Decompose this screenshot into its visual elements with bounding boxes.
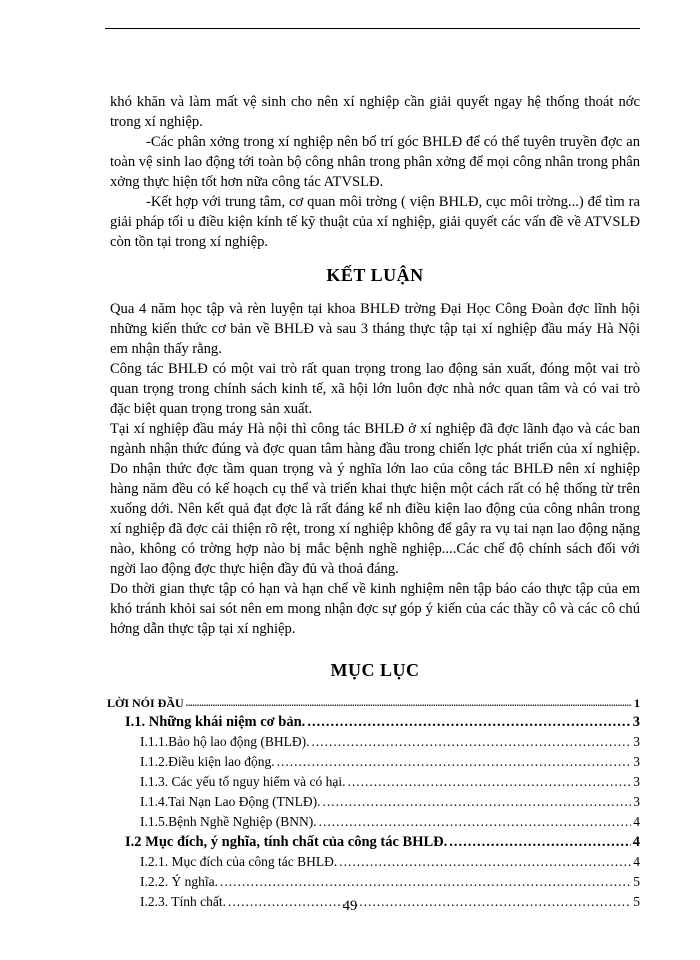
toc-entry-label: I.1.1.Bảo hộ lao động (BHLĐ). xyxy=(140,734,310,749)
paragraph-drainage: khó khăn và làm mất vệ sinh cho nên xí nghiệp cần giải quyết ngay hệ thống thoát nớc trong xí nghiệp. xyxy=(110,94,640,130)
table-of-contents xyxy=(107,694,640,912)
toc-leader-dots xyxy=(323,792,632,812)
toc-entry-label: I.1.2.Điều kiện lao động. xyxy=(140,754,275,769)
toc-entry-page: 3 xyxy=(633,774,640,789)
toc-leader-dots xyxy=(347,772,631,792)
toc-entry-page: 5 xyxy=(633,874,640,889)
toc-leader-dots xyxy=(307,712,630,732)
toc-entry-label: I.1.5.Bệnh Nghề Nghiệp (BNN). xyxy=(140,814,317,829)
toc-entry-page: 3 xyxy=(633,754,640,769)
toc-entry[interactable] xyxy=(107,792,640,812)
page-number: 49 xyxy=(342,898,358,914)
toc-leader-dots xyxy=(339,852,631,872)
toc-entry-page: 3 xyxy=(633,734,640,749)
toc-entry-label: I.2 Mục đích, ý nghĩa, tính chất của công tác BHLĐ. xyxy=(125,834,448,850)
toc-entry-label: I.1.3. Các yếu tố nguy hiểm và có hại. xyxy=(140,774,346,789)
toc-title: MỤC LỤC xyxy=(330,660,420,680)
toc-leader-dots xyxy=(277,752,632,772)
toc-entry-label: LỜI NÓI ĐẦU xyxy=(107,696,184,710)
toc-entry-label: I.2.3. Tính chất. xyxy=(140,894,226,909)
toc-entry[interactable] xyxy=(107,694,640,712)
conclusion-title: KẾT LUẬN xyxy=(326,265,424,285)
toc-entry-page: 4 xyxy=(633,854,640,869)
toc-entry-label: I.1.4.Tai Nạn Lao Động (TNLĐ). xyxy=(140,794,321,809)
toc-entry[interactable] xyxy=(107,752,640,772)
conclusion-paragraph-4: Do thời gian thực tập có hạn và hạn chế về kinh nghiệm nên tập báo cáo thực tập của em khó tránh khỏi sai sót nên em mong nhận đợc sự góp ý kiến của các thầy cô và các cô chú hớng dẫn thực tập tại xí nghiệp. xyxy=(110,581,640,637)
conclusion-paragraph-1: Qua 4 năm học tập và rèn luyện tại khoa BHLĐ trờng Đại Học Công Đoàn đợc lĩnh hội những kiến thức cơ bản về BHLĐ và sau 3 tháng thực tập tại xí nghiệp đầu máy Hà Nội em nhận thấy rằng. xyxy=(110,301,640,357)
toc-leader-dots xyxy=(449,832,631,852)
toc-leader-dots xyxy=(220,872,631,892)
toc-leader-dots xyxy=(319,812,632,832)
toc-entry-page: 4 xyxy=(633,814,640,829)
toc-entry[interactable] xyxy=(107,832,640,852)
paragraph-workshop-corner: -Các phân xởng trong xí nghiệp nên bố trí góc BHLĐ để có thể tuyên truyền đợc an toàn vệ sinh lao động tới toàn bộ công nhân trong phân xởng để mọi công nhân trong phân xởng thực hiện tốt hơn nữa công tác ATVSLĐ. xyxy=(110,134,640,190)
toc-entry[interactable] xyxy=(107,772,640,792)
toc-entry-label: I.2.1. Mục đích của công tác BHLĐ. xyxy=(140,854,338,869)
toc-entry[interactable] xyxy=(107,732,640,752)
toc-leader-dots xyxy=(186,694,632,712)
conclusion-paragraph-3: Tại xí nghiệp đầu máy Hà nội thì công tác BHLĐ ở xí nghiệp đã đợc lãnh đạo và các ban ngành nhận thức đúng và đợc quan tâm hàng đầu trong chiến lợc phát triển của xí nghiệp. Do nhận thức đợc tầm quan trọng và ý nghĩa lớn lao của công tác BHLĐ nên xí nghiệp hàng năm đều có kế hoạch cụ thể và triển khai thực hiện một cách rất có hệ thống từ trên xuống dới. Nên kết quả đạt đợc là rất đáng kể nh điều kiện lao động của công nhân trong xí nghiệp đã đợc cải thiện rõ rệt, trong xí nghiệp không để gây ra vụ tai nạn lao động nặng nào, không có trờng hợp nào bị mắc bệnh nghề nghiệp....Các chế độ chính sách đối với ngời lao động đợc thực hiện đầy đủ và thoả đáng. xyxy=(110,421,640,577)
toc-entry[interactable] xyxy=(107,852,640,872)
toc-entry[interactable] xyxy=(107,872,640,892)
conclusion-paragraph-2: Công tác BHLĐ có một vai trò rất quan trọng trong lao động sản xuất, đóng một vai trò quan trọng trong chính sách kinh tế, xã hội lớn luôn đợc nhà nớc quan tâm và có vai trò đặc biệt quan trọng trong sản xuất. xyxy=(110,361,640,417)
toc-entry[interactable] xyxy=(107,812,640,832)
toc-entry-page: 1 xyxy=(634,696,640,710)
paragraph-cooperation: -Kết hợp với trung tâm, cơ quan môi trờng ( viện BHLĐ, cục môi trờng...) để tìm ra giải pháp tối u điều kiện kính tế kỹ thuật của xí nghiệp, giải quyết các vấn đề về ATVSLĐ còn tồn tại trong xí nghiệp. xyxy=(110,194,640,250)
toc-entry-page: 3 xyxy=(632,714,640,730)
toc-entry[interactable] xyxy=(107,712,640,732)
page-top-rule xyxy=(105,28,640,29)
toc-entry-page: 3 xyxy=(633,794,640,809)
toc-entry-page: 5 xyxy=(633,894,640,909)
toc-entry-label: I.2.2. Ý nghĩa. xyxy=(140,874,218,889)
toc-entry-page: 4 xyxy=(632,834,640,850)
toc-entry-label: I.1. Những khái niệm cơ bản. xyxy=(125,714,306,730)
toc-leader-dots xyxy=(311,732,631,752)
